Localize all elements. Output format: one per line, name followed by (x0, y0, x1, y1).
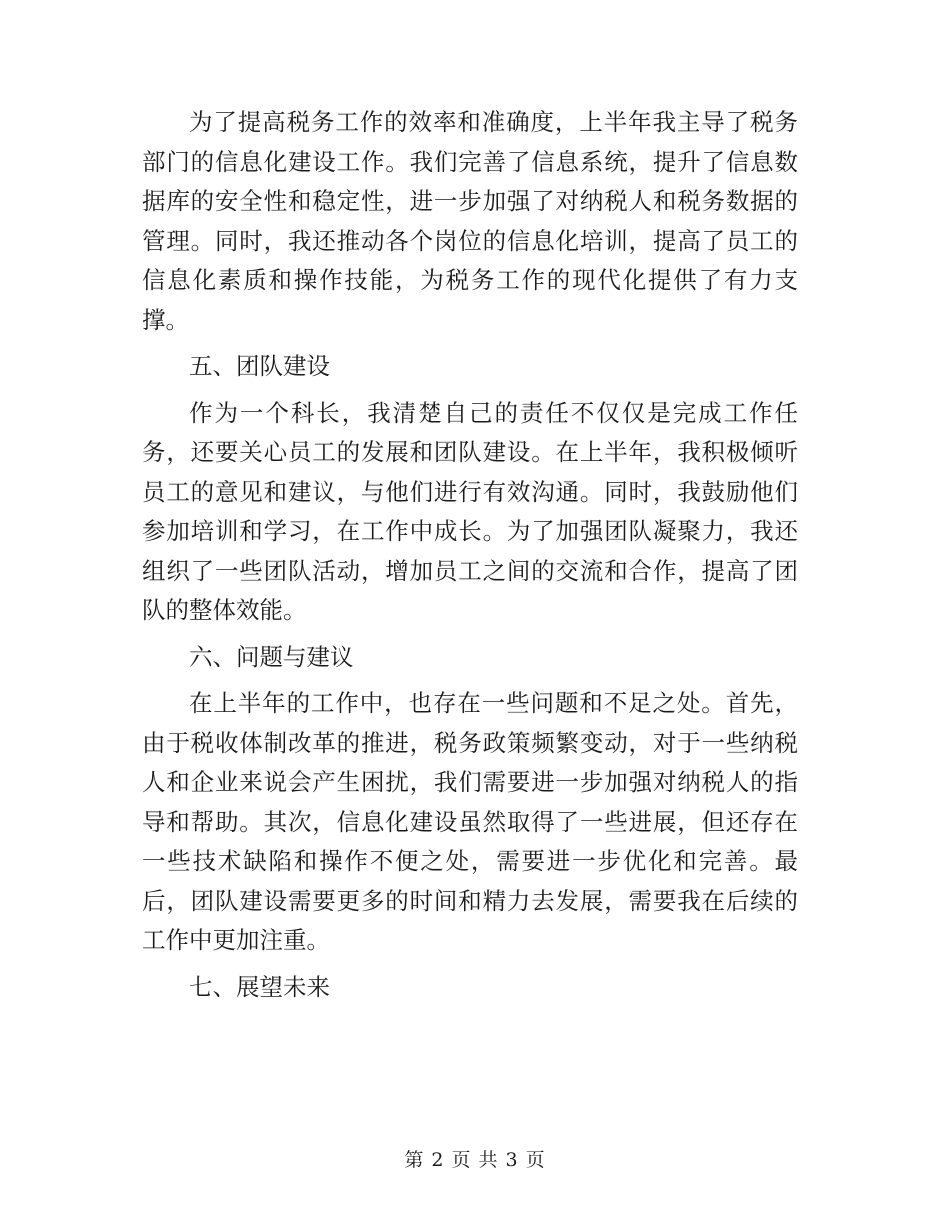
section-heading-problems-suggestions: 六、问题与建议 (189, 642, 354, 671)
paragraph-informatization: 为了提高税务工作的效率和准确度，上半年我主导了税务部门的信息化建设工作。我们完善了信息系统，提升了信息数据库的安全性和稳定性，进一步加强了对纳税人和税务数据的管理。同时，我还推动各个岗位的信息化培训，提高了员工的信息化素质和操作技能，为税务工作的现代化提供了有力支撑。 (142, 108, 798, 334)
paragraph-team-building: 作为一个科长，我清楚自己的责任不仅仅是完成工作任务，还要关心员工的发展和团队建设。在上半年，我积极倾听员工的意见和建议，与他们进行有效沟通。同时，我鼓励他们参加培训和学习，在工作中成长。为了加强团队凝聚力，我还组织了一些团队活动，增加员工之间的交流和合作，提高了团队的整体效能。 (142, 398, 798, 624)
section-heading-outlook: 七、展望未来 (189, 972, 330, 1001)
document-page (142, 103, 798, 1007)
page-number-footer: 第 2 页 共 3 页 (404, 1149, 546, 1171)
paragraph-problems-suggestions: 在上半年的工作中，也存在一些问题和不足之处。首先，由于税收体制改革的推进，税务政策频繁变动，对于一些纳税人和企业来说会产生困扰，我们需要进一步加强对纳税人的指导和帮助。其次，信息化建设虽然取得了一些进展，但还存在一些技术缺陷和操作不便之处，需要进一步优化和完善。最后，团队建设需要更多的时间和精力去发展，需要我在后续的工作中更加注重。 (142, 689, 798, 954)
section-heading-team-building: 五、团队建设 (189, 352, 330, 380)
